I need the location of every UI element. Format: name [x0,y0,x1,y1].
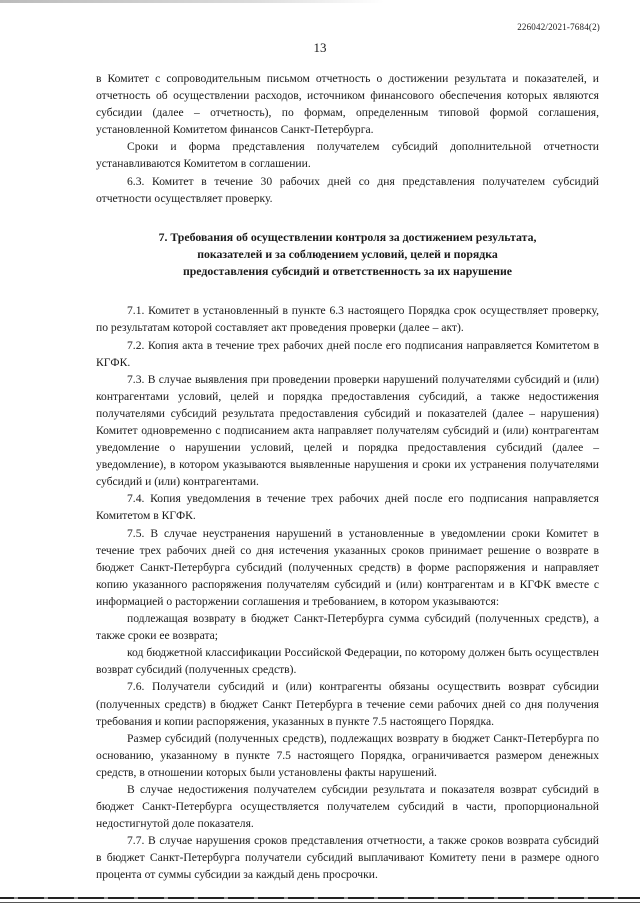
paragraph: 7.6. Получатели субсидий и (или) контрагенты обязаны осуществить возврат субсидии (полученных средств) в бюджет Санкт Петербурга в течение семи рабочих дней со дня получения требования и копии распоряжения, указанных в пункте 7.5 настоящего Порядка. [96,680,599,728]
scan-bottom-line [0,902,640,903]
paragraph: 7.3. В случае выявления при проведении проверки нарушений получателями субсидий и (или) контрагентами условий, целей и порядка предоставления субсидий, а также недостижения получателями субсидий результата предоставления субсидий и показателей (далее – нарушения) Комитет одновременно с подписанием акта направляет получателям субсидий и (или) контрагентам уведомление о нарушении условий, целей и порядка предоставления субсидий (далее – уведомление), в котором указываются выявленные нарушения и сроки их устранения получателями субсидий и (или) контрагентами. [96,372,599,489]
section-heading-line: 7. Требования об осуществлении контроля за достижением результата, [158,229,537,244]
paragraph: 7.4. Копия уведомления в течение трех рабочих дней после его подписания направляется Комитетом в КГФК. [96,492,599,523]
section-heading-line: предоставления субсидий и ответственность за их нарушение [182,264,513,279]
document-body [96,70,599,884]
paragraph: 7.1. Комитет в установленный в пункте 6.3 настоящего Порядка срок осуществляет проверку, по результатам которой составляет акт проведения проверки (далее – акт). [96,304,599,335]
paragraph: В случае недостижения получателем субсидии результата и показателя возврат субсидий в бюджет Санкт-Петербурга осуществляется получателем субсидий в части, пропорциональной недостигнутой доле показателя. [96,782,599,831]
page-number: 13 [313,40,327,55]
section-heading-line: показателей и за соблюдением условий, целей и порядка [197,246,498,261]
section-heading [96,229,599,281]
document-id: 226042/2021-7684(2) [517,22,600,32]
scan-top-edge [0,0,640,3]
paragraph: 7.7. В случае нарушения сроков представления отчетности, а также сроков возврата субсидий в бюджет Санкт-Петербурга получатели субсидий выплачивают Комитету пени в размере одного процента от суммы субсидии за каждый день просрочки. [96,834,599,882]
paragraph: 6.3. Комитет в течение 30 рабочих дней со дня представления получателем субсидий отчетности осуществляет проверку. [96,174,599,205]
paragraph: код бюджетной классификации Российской Федерации, по которому должен быть осуществлен возврат субсидий (полученных средств). [96,646,599,677]
paragraph: Размер субсидий (полученных средств), подлежащих возврату в бюджет Санкт-Петербурга по основанию, указанному в пункте 7.5 настоящего Порядка, ограничивается размером денежных средств, в отношении которых были установлены факты нарушений. [96,731,599,779]
paragraph: подлежащая возврату в бюджет Санкт-Петербурга сумма субсидий (полученных средств), а также сроки ее возврата; [96,612,599,643]
paragraph: Сроки и форма представления получателем субсидий дополнительной отчетности устанавливаются Комитетом в соглашении. [96,140,599,171]
paragraph: 7.2. Копия акта в течение трех рабочих дней после его подписания направляется Комитетом в КГФК. [96,338,599,369]
paragraph: в Комитет с сопроводительным письмом отчетность о достижении результата и показателей, и отчетность об осуществлении расходов, источником финансового обеспечения которых являются субсидии (далее – отчетность), по формам, определенным типовой формой соглашения, установленной Комитетом финансов Санкт-Петербурга. [96,72,599,137]
paragraph: 7.5. В случае неустранения нарушений в установленные в уведомлении сроки Комитет в течение трех рабочих дней со дня истечения указанных сроков принимает решение о возврате в бюджет Санкт-Петербурга субсидий (полученных средств) в форме распоряжения и направляет копию указанного распоряжения получателям субсидий и (или) контрагентам и в КГФК вместе с информацией о расторжении соглашения и требованием, в котором указываются: [96,526,599,608]
scan-bottom-edge [0,897,640,899]
